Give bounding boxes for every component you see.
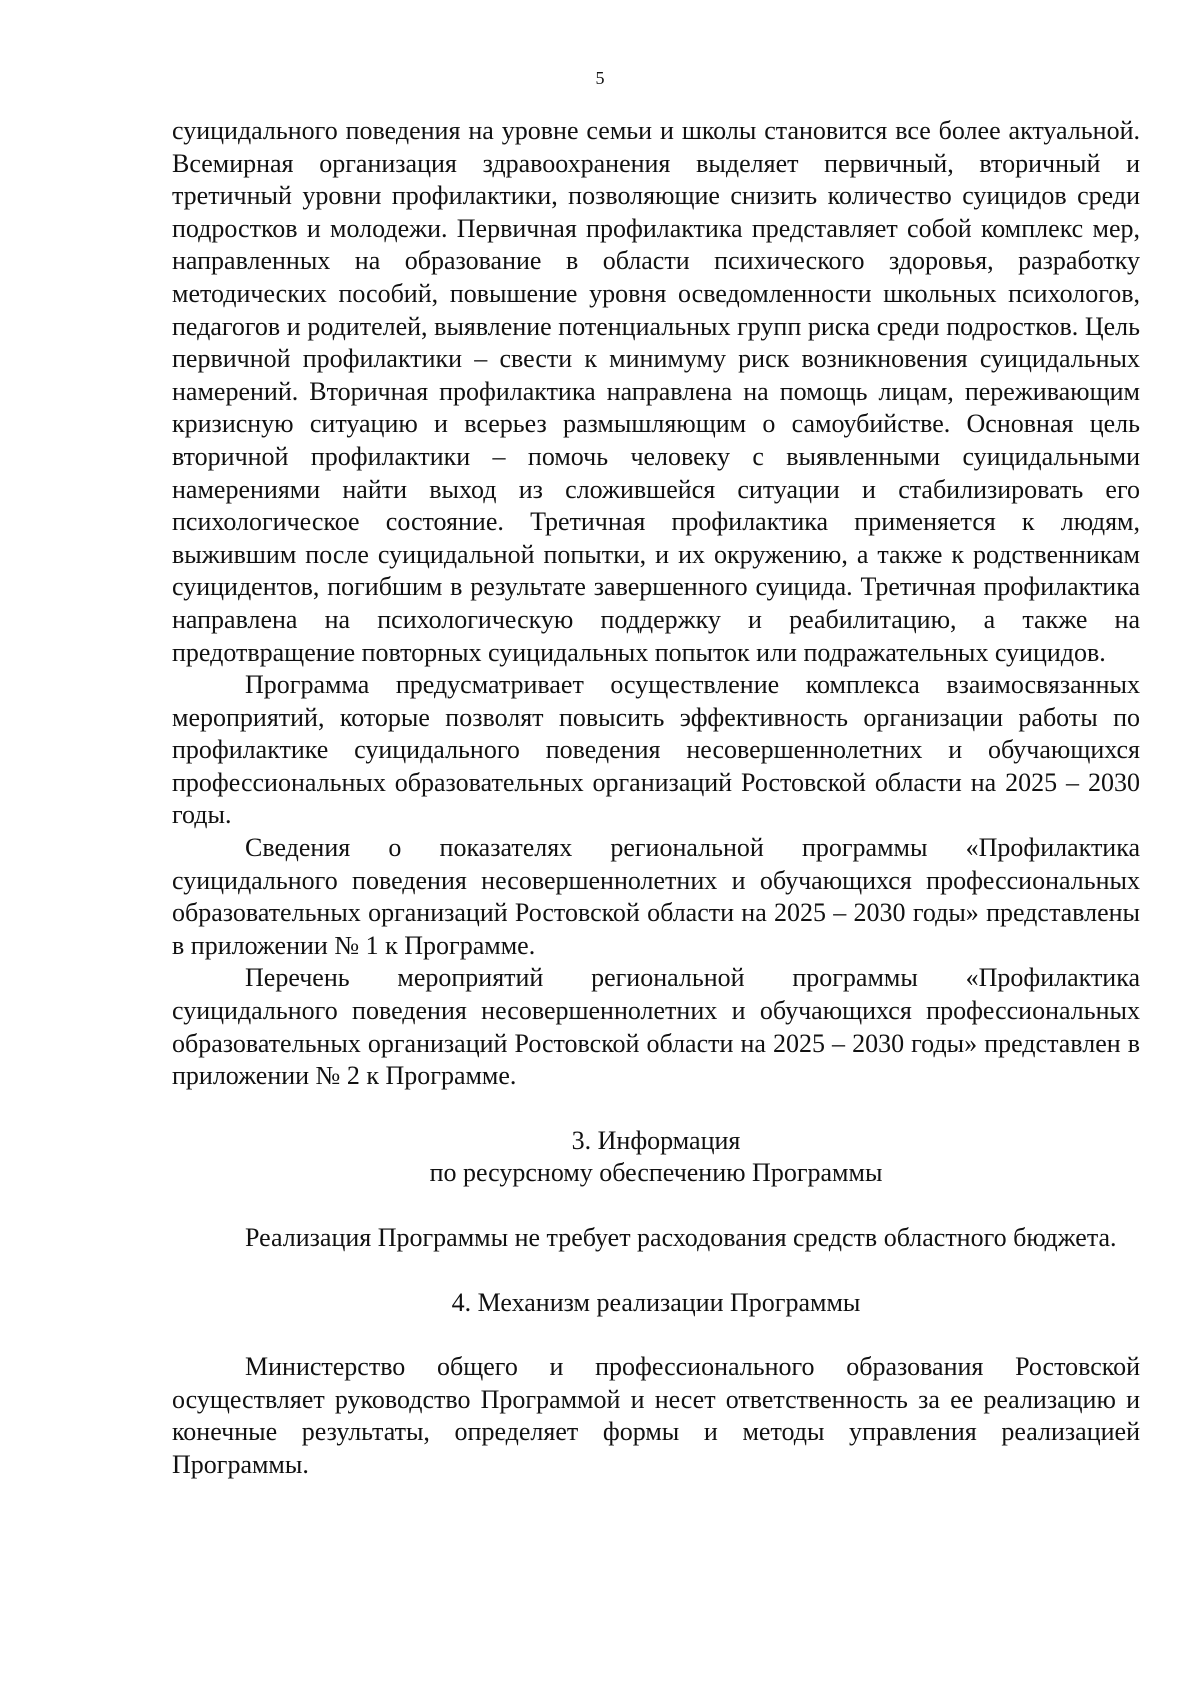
section-4-title: 4. Механизм реализации Программы bbox=[451, 1287, 861, 1317]
section-4-text: Министерство общего и профессионального образования Ростовской осуществляет руководство Программой и несет ответственность за ее реализацию и конечные результаты, определяет формы и методы управления реализацией Программы. bbox=[172, 1352, 1140, 1479]
section-3-text: Реализация Программы не требует расходования средств областного бюджета. bbox=[245, 1223, 1117, 1252]
section-3-title-line2: по ресурсному обеспечению Программы bbox=[429, 1158, 883, 1188]
page-number: 5 bbox=[595, 68, 605, 88]
paragraph-indicators-appendix: Сведения о показателях региональной программы «Профилактика суицидального поведения несовершеннолетних и обучающихся профессиональных образовательных организаций Ростовской области на 2025 – 2030 годы» представлены в приложении № 1 к Программе. bbox=[172, 833, 1140, 960]
paragraph-program-measures: Программа предусматривает осуществление комплекса взаимосвязанных мероприятий, которые позволят повысить эффективность организации работы по профилактике суицидального поведения несовершеннолетних и обучающихся профессиональных образовательных организаций Ростовской области на 2025 – 2030 годы. bbox=[172, 670, 1140, 830]
section-3-title-line1: 3. Информация bbox=[571, 1125, 741, 1155]
paragraph-activities-appendix: Перечень мероприятий региональной программы «Профилактика суицидального поведения несовершеннолетних и обучающихся профессиональных образовательных организаций Ростовской области на 2025 – 2030 годы» представлен в приложении № 2 к Программе. bbox=[172, 963, 1140, 1091]
paragraph-prevention-levels: суицидального поведения на уровне семьи и школы становится все более актуальной. Всемирная организация здравоохранения выделяет первичный, вторичный и третичный уровни профилактики, позволяющие снизить количество суицидов среди подростков и молодежи. Первичная профилактика представляет собой комплекс мер, направленных на образование в области психического здоровья, разработку методических пособий, повышение уровня осведомленности школьных психологов, педагогов и родителей, выявление потенциальных групп риска среди подростков. Цель первичной профилактики – свести к минимуму риск возникновения суицидальных намерений. Вторичная профилактика направлена на помощь лицам, переживающим кризисную ситуацию и всерьез размышляющим о самоубийстве. Основная цель вторичной профилактики – помочь человеку с выявленными суицидальными намерениями найти выход из сложившейся ситуации и стабилизировать его психологическое состояние. Третичная профилактика применяется к людям, выжившим после суицидальной попытки, и их окружению, а также к родственникам суицидентов, погибшим в результате завершенного суицида. Третичная профилактика направлена на психологическую поддержку и реабилитацию, а также на предотвращение повторных суицидальных попыток или подражательных суицидов. bbox=[172, 116, 1140, 667]
document-body bbox=[172, 115, 1140, 1482]
